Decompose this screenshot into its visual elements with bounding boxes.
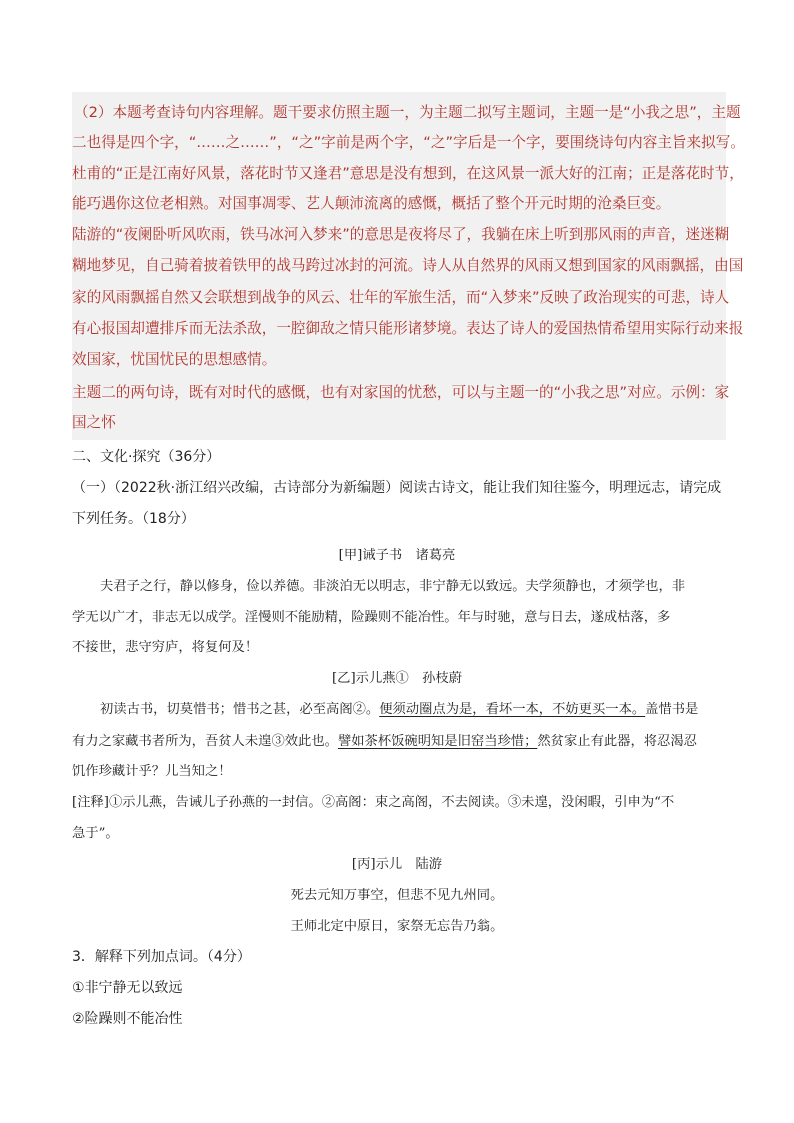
text-b-title: [乙]示儿燕① 孙枝蔚 [331, 671, 463, 686]
text-b-segment: 有力之家藏书者所为，吾贫人未遑③效此也。 [72, 734, 338, 749]
question-3-stem: 3．解释下列加点词。（4分） [72, 949, 251, 965]
answer-line: 杜甫的“正是江南好风景，落花时节又逢君”意思是没有想到，在这风景一派大好的江南；正是落花时节， [72, 165, 744, 182]
poem-line: 死去元知万事空，但悲不见九州同。 [290, 888, 504, 903]
text-a-title: [甲]诫子书 诸葛亮 [338, 548, 456, 563]
answer-line: 主题二的两句诗，既有对时代的感慨，也有对家国的忧愁，可以与主题一的“小我之思”对应。示例：家 [72, 384, 730, 401]
text-a-line: 夫君子之行，静以修身，俭以养德。非淡泊无以明志，非宁静无以致远。夫学须静也，才须学也，非 [100, 579, 686, 594]
text-b-segment: 初读古书，切莫惜书；惜书之甚，必至高阁②。 [100, 702, 380, 717]
answer-line: 有心报国却遭排斥而无法杀敌，一腔御敌之情只能形诸梦境。表达了诗人的爱国热情希望用实际行动来报 [72, 320, 744, 337]
notes-line: 急于”。 [72, 826, 119, 841]
section-intro: （一）（2022秋·浙江绍兴改编，古诗部分为新编题）阅读古诗文，能让我们知往鉴今，明理远志，请完成 [72, 480, 722, 496]
answer-line: 陆游的“夜阑卧听风吹雨，铁马冰河入梦来”的意思是夜将尽了，我躺在床上听到那风雨的声音，迷迷糊 [72, 226, 730, 243]
section-heading: 二、文化·探究（36分） [72, 449, 221, 465]
text-b-line: 饥作珍藏计乎？儿当知之！ [72, 764, 232, 779]
text-b-underlined-sentence: 便须动圈点为是，看坏一本，不妨更买一本。 [379, 702, 646, 717]
poem-line: 王师北定中原日，家祭无忘告乃翁。 [290, 919, 504, 934]
text-a-line: 不接世，悲守穷庐，将复何及！ [72, 640, 259, 655]
answer-line: 家的风雨飘摇自然又会联想到战争的风云、壮年的军旅生活，而“入梦来”反映了政治现实的可悲，诗人 [72, 289, 730, 306]
section-intro: 下列任务。（18分） [72, 511, 195, 527]
text-b-segment: 然贫家止有此器，将忍渴忍 [537, 734, 697, 749]
question-3-item: ②险躁则不能冶性 [72, 1011, 183, 1027]
notes-line: [注释]①示儿燕，告诫儿子孙燕的一封信。②高阁：束之高阁，不去阅读。③未遑，没闲暇，引申为“不 [72, 795, 675, 810]
answer-line: （2）本题考查诗句内容理解。题干要求仿照主题一，为主题二拟写主题词，主题一是“小我之思”，主题 [74, 104, 741, 121]
answer-line: 能巧遇你这位老相熟。对国事凋零、艺人颠沛流离的感慨，概括了整个开元时期的沧桑巨变。 [72, 195, 671, 212]
text-c-title: [丙]示儿 陆游 [351, 857, 443, 872]
answer-line: 糊地梦见，自己骑着披着铁甲的战马跨过冰封的河流。诗人从自然界的风雨又想到国家的风雨飘摇，由国 [72, 257, 744, 274]
text-b-line [100, 698, 698, 717]
question-3-item: ①非宁静无以致远 [72, 980, 183, 996]
answer-line: 二也得是四个字，“……之……”，“之”字前是两个字，“之”字后是一个字，要围绕诗句内容主旨来拟写。 [72, 134, 745, 151]
text-b-segment: 盖惜书是 [645, 702, 699, 717]
text-a-line: 学无以广才，非志无以成学。淫慢则不能励精，险躁则不能冶性。年与时驰，意与日去，遂成枯落，多 [72, 610, 671, 625]
text-b-underlined-sentence: 譬如茶杯饭碗明知是旧窑当珍惜； [337, 734, 538, 749]
text-b-line [72, 730, 697, 749]
answer-line: 国之怀 [72, 414, 116, 431]
answer-line: 效国家，忧国忧民的思想感情。 [72, 351, 277, 368]
